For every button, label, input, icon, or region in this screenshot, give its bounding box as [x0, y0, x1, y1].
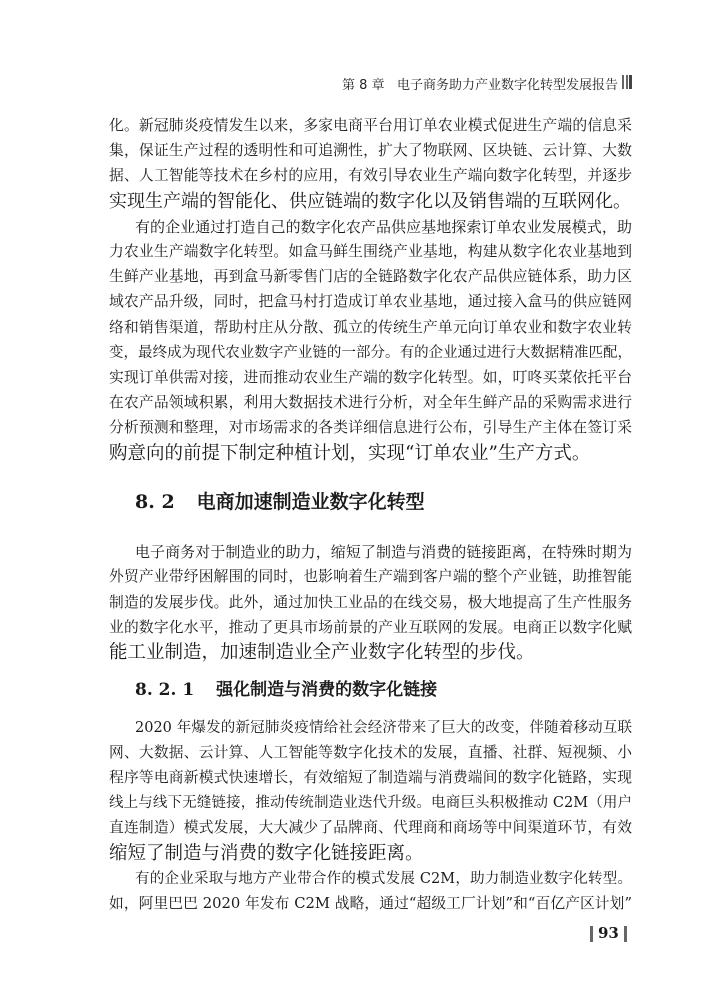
heading-text: 强化制造与消费的数字化链接 — [216, 680, 438, 700]
paragraph-line: 制造的发展步伐。此外，通过加快工业品的在线交易，极大地提高了生产性服务 — [109, 593, 632, 611]
paragraph-line: 缩短了制造与消费的数字化链接距离。 — [109, 842, 424, 864]
header-bar — [626, 75, 628, 89]
paragraph-line: 网、大数据、云计算、人工智能等数字化技术的发展，直播、社群、短视频、小 — [109, 744, 632, 762]
paragraph-line: 域农产品升级，同时，把盒马村打造成订单农业基地，通过接入盒马的供应链网 — [109, 293, 632, 311]
heading-number: 8. 2. 1 — [135, 680, 195, 700]
paragraph-line: 集，保证生产过程的透明性和可追溯性，扩大了物联网、区块链、云计算、大数 — [109, 142, 632, 160]
paragraph-line: 分析预测和整理，对市场需求的各类详细信息进行公布，引导生产主体在签订采 — [109, 419, 632, 437]
paragraph-line: 化。新冠肺炎疫情发生以来，多家电商平台用订单农业模式促进生产端的信息采 — [109, 117, 632, 134]
paragraph-line: 业的数字化水平，推动了更具市场前景的产业互联网的发展。电商正以数字化赋 — [109, 618, 632, 636]
header-bar — [629, 75, 632, 89]
paragraph-line: 实现生产端的智能化、供应链端的数字化以及销售端的互联网化。 — [109, 190, 631, 212]
page-number-bar-right — [624, 926, 627, 942]
paragraph-line: 据、人工智能等技术在乡村的应用，有效引导农业生产端向数字化转型，并逐步 — [109, 167, 632, 185]
paragraph-line: 直连制造）模式发展，大大减少了品牌商、代理商和商场等中间渠道环节，有效 — [109, 819, 632, 837]
paragraph-line: 在农产品领域积累，利用大数据技术进行分析，对全年生鲜产品的采购需求进行 — [109, 394, 632, 412]
chapter-label: 第 8 章 — [342, 78, 385, 93]
paragraph-line: 外贸产业带纾困解围的同时，也影响着生产端到客户端的整个产业链，助推智能 — [109, 568, 632, 586]
paragraph-line: 电子商务对于制造业的助力，缩短了制造与消费的链接距离，在特殊时期为 — [135, 543, 632, 561]
section-heading — [135, 489, 425, 515]
paragraph-line: 2020 年爆发的新冠肺炎疫情给社会经济带来了巨大的改变，伴随着移动互联 — [135, 720, 632, 736]
running-header — [100, 74, 618, 93]
subsection-heading — [135, 677, 437, 703]
heading-number: 8. 2 — [135, 491, 175, 513]
page-number-bar-left — [590, 926, 593, 942]
paragraph-line: 能工业制造，加速制造业全产业数字化转型的步伐。 — [109, 642, 535, 664]
paragraph-line: 力农业生产端数字化转型。如盒马鲜生围绕产业基地，构建从数字化农业基地到 — [109, 243, 632, 260]
paragraph-line: 变，最终成为现代农业数字产业链的一部分。有的企业通过进行大数据精准匹配， — [109, 344, 632, 361]
header-bars-decoration — [622, 75, 632, 89]
paragraph-line: 实现订单供需对接，进而推动农业生产端的数字化转型。如，叮咚买菜依托平台 — [109, 369, 632, 386]
paragraph-line: 程序等电商新模式快速增长，有效缩短了制造端与消费端间的数字化链路，实现 — [109, 769, 632, 787]
paragraph-line: 有的企业采取与地方产业带合作的模式发展 C2M，助力制造业数字化转型。 — [135, 870, 632, 887]
heading-text: 电商加速制造业数字化转型 — [196, 491, 425, 513]
paragraph-line: 如，阿里巴巴 2020 年发布 C2M 战略，通过“超级工厂计划”和“百亿产区计划” — [109, 894, 632, 912]
header-bar — [622, 75, 624, 89]
paragraph-line: 线上与线下无缝链接，推动传统制造业迭代升级。电商巨头积极推动 C2M（用户 — [109, 795, 632, 812]
paragraph-line: 络和销售渠道，帮助村庄从分散、孤立的传统生产单元向订单农业和数字农业转 — [109, 318, 632, 336]
paragraph-line: 有的企业通过打造自己的数字化农产品供应基地探索订单农业发展模式，助 — [135, 217, 632, 236]
chapter-title: 电子商务助力产业数字化转型发展报告 — [396, 78, 618, 93]
paragraph-line: 生鲜产业基地，再到盒马新零售门店的全链路数字化农产品供应链体系，助力区 — [109, 268, 632, 286]
paragraph-line: 购意向的前提下制定种植计划，实现“订单农业”生产方式。 — [109, 442, 591, 464]
page-number: 93 — [598, 924, 619, 942]
